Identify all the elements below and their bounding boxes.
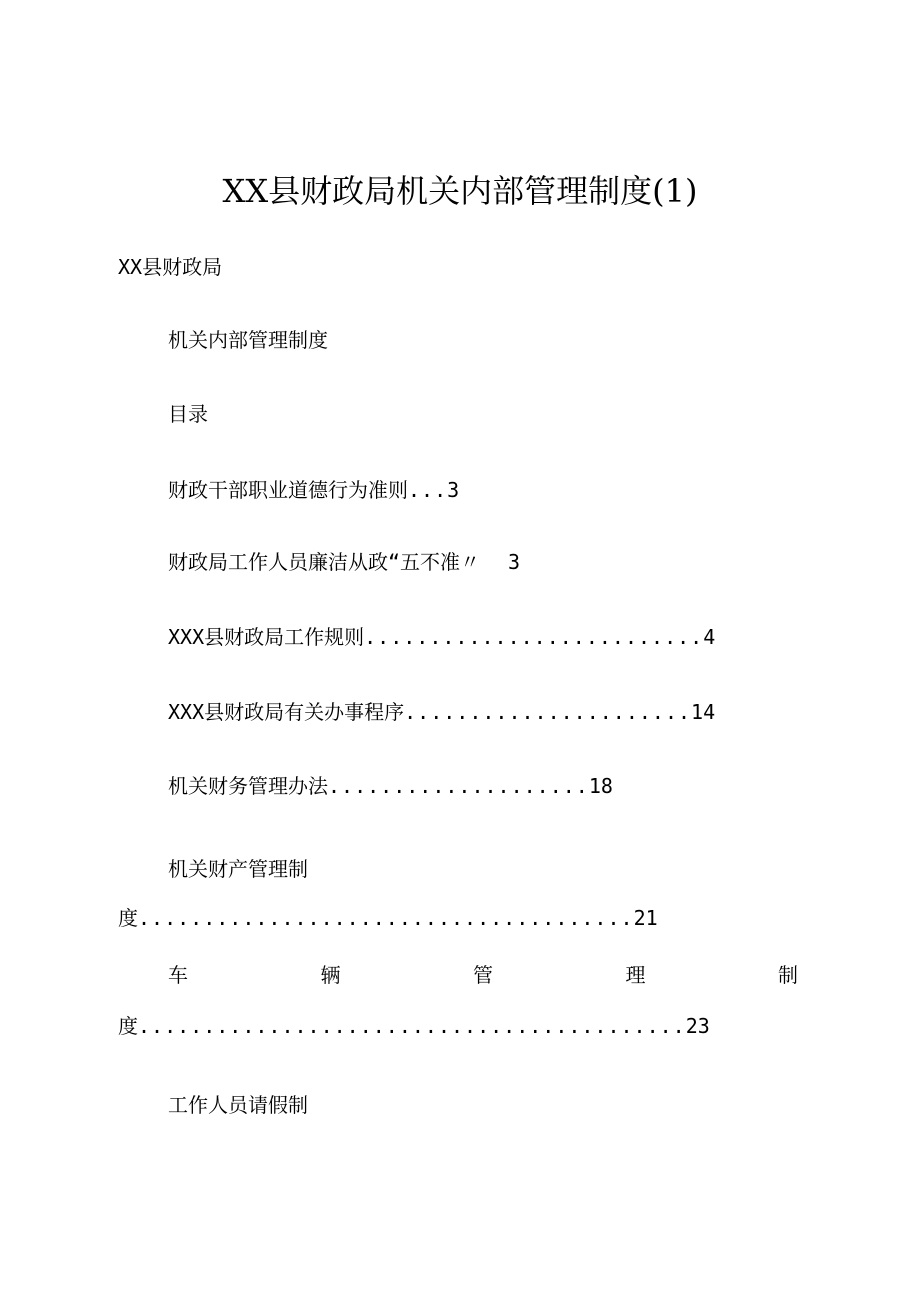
toc-entry-page: 4: [703, 625, 716, 649]
toc-entry-label-cont: 度: [118, 906, 138, 930]
toc-entry-page: 3: [508, 550, 521, 574]
document-subtitle: 机关内部管理制度: [168, 328, 328, 352]
toc-entry-label: 财政局工作人员廉洁从政“五不准〃: [168, 550, 481, 574]
toc-entry-label: 财政干部职业道德行为准则: [168, 478, 408, 502]
document-title: XX县财政局机关内部管理制度(1): [222, 172, 698, 210]
toc-heading: 目录: [168, 402, 208, 426]
toc-entry-label: 机关财产管理制: [168, 857, 308, 881]
toc-entry-label: 工作人员请假制: [168, 1093, 308, 1117]
toc-entry: [168, 549, 520, 575]
toc-entry: [168, 699, 715, 725]
toc-entry-label-cont: 度: [118, 1014, 138, 1038]
toc-entry: [168, 477, 459, 503]
toc-entry: [168, 773, 613, 799]
toc-entry-char: 车: [168, 963, 188, 987]
toc-entry-char: 管: [473, 963, 493, 987]
toc-entry-page: 23: [685, 1014, 710, 1038]
toc-entry-page: 3: [447, 478, 460, 502]
toc-entry-dots: ......................: [404, 700, 692, 724]
toc-entry-dots: ....................: [328, 774, 589, 798]
toc-entry-label-justified: [168, 962, 798, 988]
toc-entry-char: 制: [778, 963, 798, 987]
toc-entry-label: 机关财务管理办法: [168, 774, 328, 798]
toc-entry-continuation: [118, 905, 658, 931]
toc-entry-char: 理: [625, 963, 646, 987]
toc-entry-continuation: [118, 1013, 710, 1039]
toc-entry-page: 18: [588, 774, 613, 798]
toc-entry: [168, 624, 715, 650]
organization-name: XX县财政局: [118, 255, 223, 279]
toc-entry-page: 21: [633, 906, 658, 930]
toc-entry-label: XXX县财政局工作规则: [168, 625, 365, 649]
toc-entry-dots: ...: [408, 478, 448, 502]
toc-entry-dots: ..........................................: [138, 1014, 686, 1038]
toc-entry-char: 辆: [320, 963, 341, 987]
toc-entry-label: XXX县财政局有关办事程序: [168, 700, 405, 724]
toc-entry-page: 14: [691, 700, 716, 724]
toc-entry-dots: ......................................: [138, 906, 634, 930]
toc-entry-dots: ..........................: [364, 625, 704, 649]
